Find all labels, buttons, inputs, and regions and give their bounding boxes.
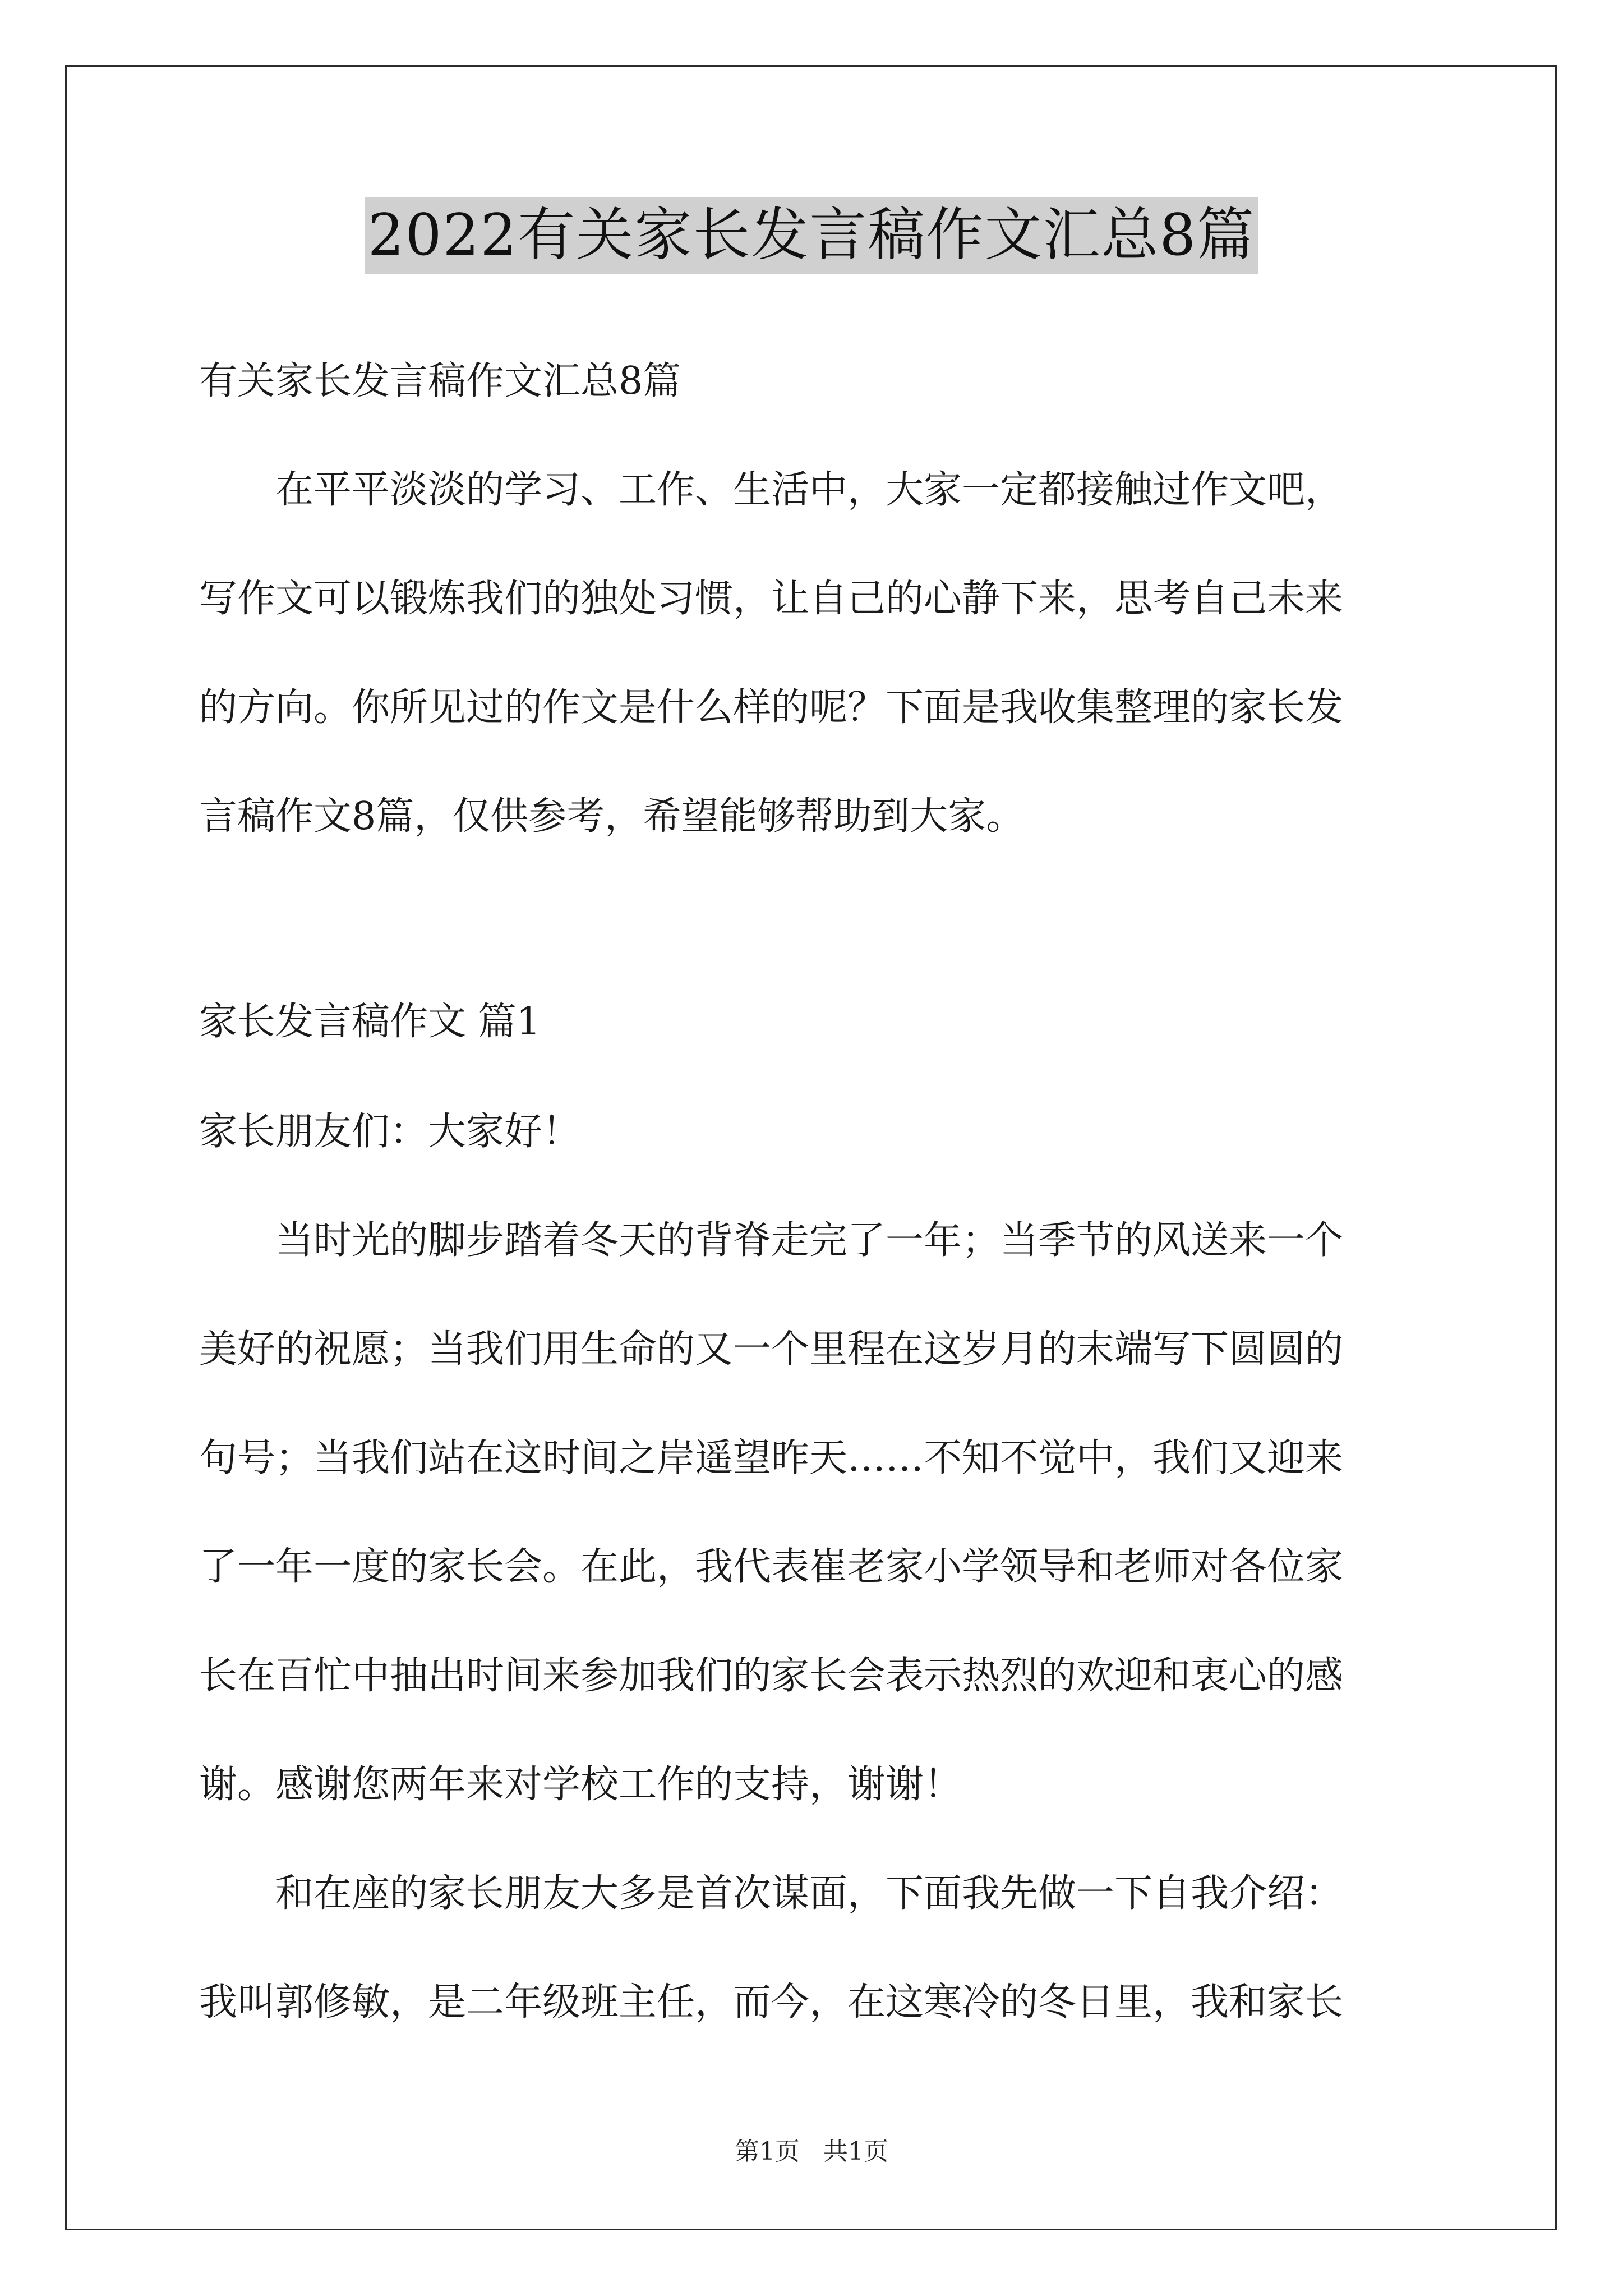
paragraph-line: 当时光的脚步踏着冬天的背脊走完了一年；当季节的风送来一个 <box>199 1218 1344 1263</box>
page-total: 共1页 <box>823 2137 888 2166</box>
page-footer <box>0 2136 1623 2168</box>
section-heading: 家长发言稿作文 篇1 <box>199 1000 541 1044</box>
paragraph-line: 的方向。你所见过的作文是什么样的呢？下面是我收集整理的家长发 <box>199 685 1344 730</box>
paragraph-line: 写作文可以锻炼我们的独处习惯，让自己的心静下来，思考自己未来 <box>199 577 1344 621</box>
title-container <box>0 197 1623 274</box>
paragraph-line: 谢。感谢您两年来对学校工作的支持，谢谢！ <box>199 1763 962 1807</box>
page-number: 第1页 <box>735 2137 800 2166</box>
paragraph-line: 长在百忙中抽出时间来参加我们的家长会表示热烈的欢迎和衷心的感 <box>199 1654 1344 1698</box>
paragraph-line: 我叫郭修敏，是二年级班主任，而今，在这寒冷的冬日里，我和家长 <box>199 1980 1344 2024</box>
paragraph-line: 和在座的家长朋友大多是首次谋面，下面我先做一下自我介绍： <box>199 1871 1344 1916</box>
document-title: 2022有关家长发言稿作文汇总8篇 <box>365 197 1258 274</box>
subtitle-line: 有关家长发言稿作文汇总8篇 <box>199 359 681 403</box>
paragraph-line: 在平平淡淡的学习、工作、生活中，大家一定都接触过作文吧， <box>199 468 1344 512</box>
greeting-line: 家长朋友们：大家好！ <box>199 1110 581 1154</box>
paragraph-line: 美好的祝愿；当我们用生命的又一个里程在这岁月的末端写下圆圆的 <box>199 1327 1344 1372</box>
paragraph-line: 句号；当我们站在这时间之岸遥望昨天……不知不觉中，我们又迎来 <box>199 1436 1344 1480</box>
paragraph-line: 了一年一度的家长会。在此，我代表崔老家小学领导和老师对各位家 <box>199 1545 1344 1589</box>
paragraph-line: 言稿作文8篇，仅供参考，希望能够帮助到大家。 <box>199 794 1025 839</box>
